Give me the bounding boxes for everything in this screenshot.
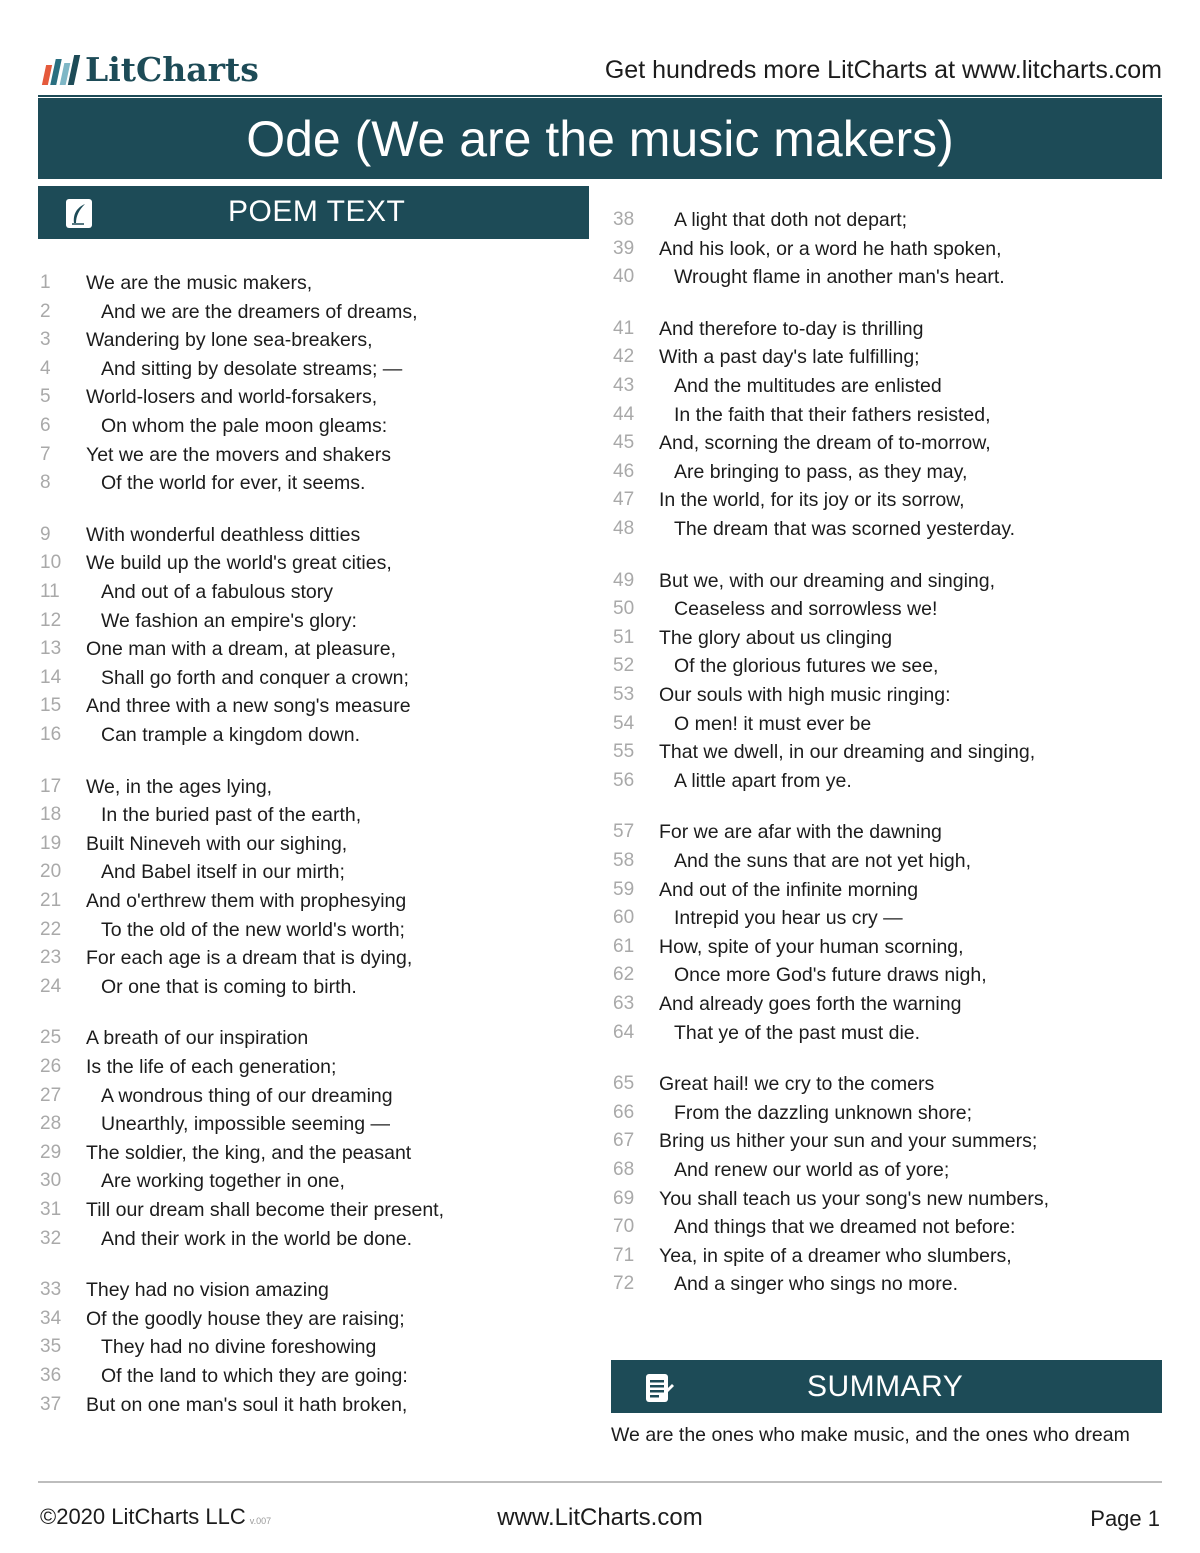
line-text: That ye of the past must die. bbox=[674, 1021, 921, 1044]
line-text: Is the life of each generation; bbox=[86, 1056, 337, 1078]
line-number: 4 bbox=[40, 357, 51, 379]
line-text: Of the world for ever, it seems. bbox=[101, 472, 366, 495]
line-number: 56 bbox=[613, 769, 635, 791]
line-number: 14 bbox=[40, 666, 62, 688]
line-text: With a past day's late fulfilling; bbox=[659, 346, 920, 369]
line-number: 70 bbox=[613, 1216, 635, 1238]
line-number: 59 bbox=[613, 878, 635, 900]
line-text: And things that we dreamed not before: bbox=[674, 1216, 1016, 1239]
quill-page-icon bbox=[62, 196, 96, 230]
line-number: 20 bbox=[40, 861, 62, 883]
line-text: The soldier, the king, and the peasant bbox=[86, 1141, 412, 1164]
line-text: A light that doth not depart; bbox=[674, 209, 908, 231]
line-text: One man with a dream, at pleasure, bbox=[86, 638, 396, 661]
line-number: 65 bbox=[613, 1073, 635, 1095]
line-number: 58 bbox=[613, 850, 635, 871]
line-number: 27 bbox=[40, 1084, 62, 1106]
line-text: Wrought flame in another man's heart. bbox=[674, 266, 1005, 289]
line-number: 21 bbox=[40, 890, 62, 911]
line-number: 68 bbox=[613, 1159, 635, 1180]
line-number: 8 bbox=[40, 472, 51, 494]
line-text: And a singer who sings no more. bbox=[674, 1273, 958, 1296]
line-number: 40 bbox=[613, 266, 635, 288]
line-number: 41 bbox=[613, 317, 635, 339]
line-text: Great hail! we cry to the comers bbox=[659, 1073, 935, 1096]
line-text: In the world, for its joy or its sorrow, bbox=[659, 489, 965, 512]
line-number: 45 bbox=[613, 432, 635, 454]
line-number: 22 bbox=[40, 918, 62, 940]
line-text: We, in the ages lying, bbox=[86, 775, 273, 798]
line-text: Of the goodly house they are raising; bbox=[86, 1307, 405, 1330]
line-text: And therefore to-day is thrilling bbox=[659, 317, 924, 340]
line-number: 72 bbox=[613, 1273, 635, 1295]
footer-site-link[interactable]: www.LitCharts.com bbox=[497, 1504, 703, 1531]
line-number: 67 bbox=[613, 1130, 635, 1152]
line-number: 44 bbox=[613, 403, 635, 425]
line-text: And the multitudes are enlisted bbox=[674, 375, 942, 397]
line-number: 49 bbox=[613, 569, 635, 591]
line-number: 33 bbox=[40, 1279, 62, 1301]
line-text: A little apart from ye. bbox=[674, 769, 852, 792]
line-number: 46 bbox=[613, 460, 635, 482]
line-text: For each age is a dream that is dying, bbox=[86, 947, 413, 970]
line-text: And out of a fabulous story bbox=[101, 581, 333, 603]
version-text: v.007 bbox=[249, 1516, 272, 1526]
line-text: They had no vision amazing bbox=[86, 1279, 329, 1302]
line-text: Are working together in one, bbox=[101, 1170, 345, 1193]
line-text: We build up the world's great cities, bbox=[86, 552, 392, 575]
line-text: Unearthly, impossible seeming — bbox=[101, 1113, 391, 1136]
line-number: 9 bbox=[40, 523, 51, 545]
line-text: They had no divine foreshowing bbox=[101, 1336, 377, 1359]
line-number: 48 bbox=[613, 518, 635, 539]
line-number: 53 bbox=[613, 684, 635, 705]
line-number: 71 bbox=[613, 1244, 635, 1266]
line-number: 17 bbox=[40, 775, 62, 797]
line-text: We are the music makers, bbox=[86, 272, 313, 294]
line-number: 12 bbox=[40, 609, 62, 631]
line-text: And sitting by desolate streams; — bbox=[101, 357, 403, 380]
line-number: 35 bbox=[40, 1336, 62, 1358]
line-text: Yea, in spite of a dreamer who slumbers, bbox=[659, 1244, 1012, 1267]
line-text: Bring us hither your sun and your summers; bbox=[659, 1130, 1038, 1153]
line-text: To the old of the new world's worth; bbox=[101, 918, 405, 941]
line-number: 29 bbox=[40, 1141, 62, 1163]
line-number: 36 bbox=[40, 1365, 62, 1386]
line-number: 30 bbox=[40, 1170, 62, 1192]
line-number: 55 bbox=[613, 741, 635, 763]
line-number: 52 bbox=[613, 655, 635, 677]
page-title: Ode (We are the music makers) bbox=[246, 110, 954, 167]
line-number: 11 bbox=[40, 581, 60, 602]
line-text: The glory about us clinging bbox=[659, 626, 893, 649]
line-text: You shall teach us your song's new numbers, bbox=[659, 1187, 1049, 1210]
line-text: And renew our world as of yore; bbox=[674, 1159, 950, 1181]
litcharts-logo[interactable] bbox=[44, 50, 259, 89]
line-number: 13 bbox=[40, 638, 62, 660]
line-number: 57 bbox=[613, 821, 635, 843]
logo-bars-icon bbox=[44, 55, 77, 85]
header-divider bbox=[38, 95, 1162, 97]
promo-text: Get hundreds more LitCharts at www.litcharts.com bbox=[604, 56, 1162, 84]
line-number: 66 bbox=[613, 1101, 635, 1123]
line-number: 26 bbox=[40, 1056, 62, 1077]
line-number: 47 bbox=[613, 489, 635, 511]
line-text: Of the glorious futures we see, bbox=[674, 655, 939, 678]
line-number: 24 bbox=[40, 975, 62, 997]
line-number: 16 bbox=[40, 724, 62, 745]
footer-divider bbox=[38, 1481, 1162, 1483]
line-text: But on one man's soul it hath broken, bbox=[86, 1393, 408, 1416]
line-number: 60 bbox=[613, 907, 635, 929]
line-number: 54 bbox=[613, 712, 635, 734]
line-text: From the dazzling unknown shore; bbox=[674, 1101, 973, 1124]
line-text: Till our dream shall become their present, bbox=[86, 1199, 445, 1221]
line-text: Wandering by lone sea-breakers, bbox=[86, 329, 373, 352]
line-text: Intrepid you hear us cry — bbox=[674, 907, 903, 930]
line-text: Or one that is coming to birth. bbox=[101, 975, 357, 998]
line-number: 63 bbox=[613, 993, 635, 1014]
line-number: 25 bbox=[40, 1027, 62, 1049]
line-number: 64 bbox=[613, 1021, 635, 1043]
line-text: Once more God's future draws nigh, bbox=[674, 964, 987, 987]
line-text: Shall go forth and conquer a crown; bbox=[101, 666, 409, 689]
line-number: 10 bbox=[40, 552, 62, 574]
line-text: And their work in the world be done. bbox=[101, 1227, 413, 1250]
line-text: And we are the dreamers of dreams, bbox=[101, 300, 418, 323]
line-text: And Babel itself in our mirth; bbox=[101, 861, 345, 884]
line-number: 62 bbox=[613, 964, 635, 986]
logo-text: LitCharts bbox=[85, 50, 259, 89]
line-number: 2 bbox=[40, 300, 51, 322]
line-text: And the suns that are not yet high, bbox=[674, 850, 972, 872]
line-number: 50 bbox=[613, 598, 635, 620]
line-text: In the faith that their fathers resisted, bbox=[674, 403, 991, 426]
line-text: Can trample a kingdom down. bbox=[101, 724, 361, 746]
line-text: And o'erthrew them with prophesying bbox=[86, 890, 407, 912]
line-number: 51 bbox=[613, 626, 635, 648]
line-text: How, spite of your human scorning, bbox=[659, 935, 964, 958]
line-text: For we are afar with the dawning bbox=[659, 821, 942, 844]
line-number: 23 bbox=[40, 947, 62, 969]
summary-heading-band bbox=[611, 1360, 1162, 1413]
poem-text-heading: POEM TEXT bbox=[228, 195, 406, 228]
line-number: 38 bbox=[613, 209, 635, 230]
copyright-text: ©2020 LitCharts LLC bbox=[40, 1504, 246, 1529]
line-number: 61 bbox=[613, 935, 635, 957]
summary-text: We are the ones who make music, and the ones who dream bbox=[611, 1424, 1130, 1446]
line-text: O men! it must ever be bbox=[674, 712, 872, 735]
line-text: A wondrous thing of our dreaming bbox=[101, 1084, 393, 1107]
document-list-icon bbox=[641, 1371, 675, 1405]
line-text: On whom the pale moon gleams: bbox=[101, 415, 388, 437]
line-text: And, scorning the dream of to-morrow, bbox=[659, 432, 991, 455]
line-text: The dream that was scorned yesterday. bbox=[674, 518, 1016, 540]
line-number: 32 bbox=[40, 1227, 62, 1249]
line-text: In the buried past of the earth, bbox=[101, 804, 362, 827]
line-number: 18 bbox=[40, 804, 62, 826]
line-text: World-losers and world-forsakers, bbox=[86, 386, 378, 409]
line-number: 34 bbox=[40, 1307, 62, 1329]
page-header bbox=[38, 44, 1162, 94]
line-number: 15 bbox=[40, 695, 62, 717]
line-text: Yet we are the movers and shakers bbox=[86, 443, 391, 466]
line-number: 3 bbox=[40, 329, 51, 351]
line-number: 1 bbox=[40, 272, 51, 293]
line-text: Of the land to which they are going: bbox=[101, 1365, 408, 1387]
line-text: And already goes forth the warning bbox=[659, 993, 962, 1015]
line-number: 69 bbox=[613, 1187, 635, 1209]
line-number: 31 bbox=[40, 1199, 62, 1220]
poem-text-heading-band bbox=[38, 186, 589, 239]
line-number: 7 bbox=[40, 443, 51, 465]
line-text: And three with a new song's measure bbox=[86, 695, 411, 718]
line-number: 5 bbox=[40, 386, 51, 408]
line-text: A breath of our inspiration bbox=[86, 1027, 309, 1050]
line-text: Are bringing to pass, as they may, bbox=[674, 460, 968, 483]
line-text: But we, with our dreaming and singing, bbox=[659, 569, 996, 592]
line-number: 19 bbox=[40, 832, 62, 854]
summary-heading: SUMMARY bbox=[807, 1370, 964, 1403]
title-banner bbox=[38, 98, 1162, 179]
line-text: We fashion an empire's glory: bbox=[101, 609, 357, 632]
line-number: 6 bbox=[40, 415, 51, 436]
line-number: 28 bbox=[40, 1113, 62, 1135]
line-text: That we dwell, in our dreaming and singing, bbox=[659, 741, 1036, 764]
line-text: With wonderful deathless ditties bbox=[86, 523, 361, 546]
page-number: Page 1 bbox=[1090, 1506, 1160, 1531]
line-text: Ceaseless and sorrowless we! bbox=[674, 598, 938, 621]
line-text: Built Nineveh with our sighing, bbox=[86, 832, 348, 855]
line-number: 42 bbox=[613, 346, 635, 368]
line-number: 37 bbox=[40, 1393, 62, 1415]
line-text: Our souls with high music ringing: bbox=[659, 684, 951, 706]
line-number: 43 bbox=[613, 375, 635, 396]
line-text: And out of the infinite morning bbox=[659, 878, 919, 901]
line-text: And his look, or a word he hath spoken, bbox=[659, 237, 1002, 260]
line-number: 39 bbox=[613, 237, 635, 259]
